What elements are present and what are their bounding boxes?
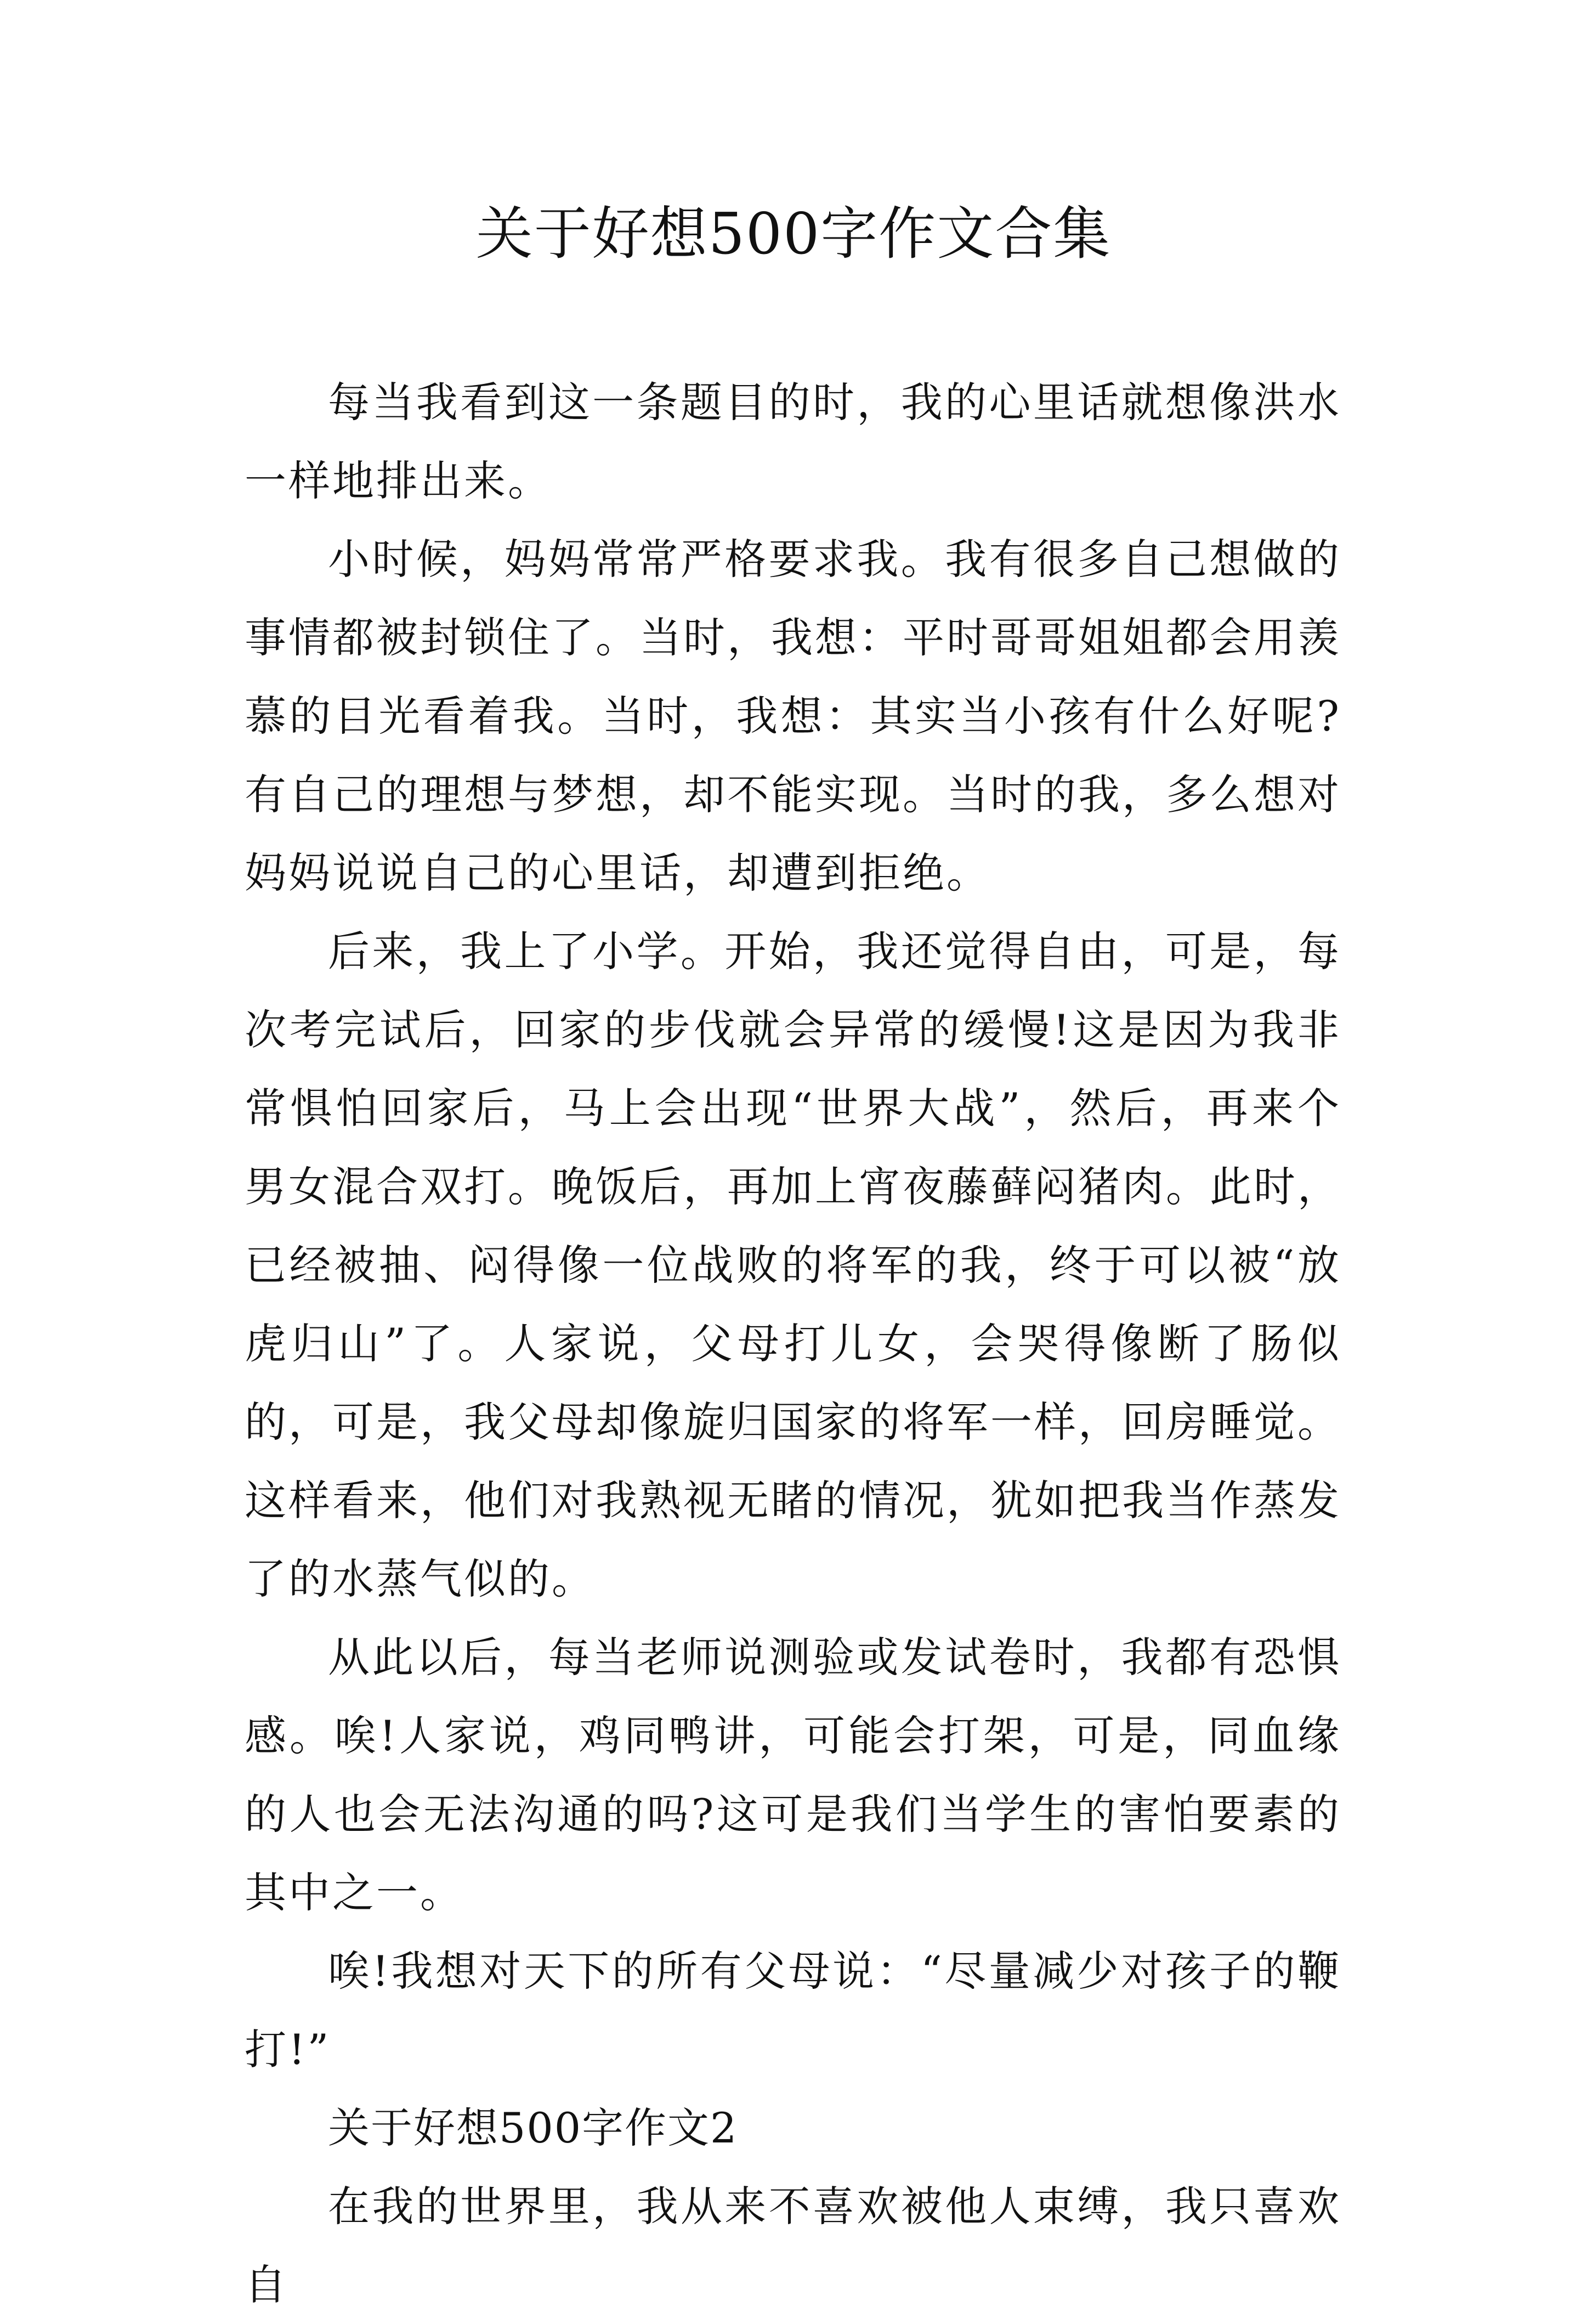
paragraph-1: 每当我看到这一条题目的时，我的心里话就想像洪水一样地排出来。 <box>245 378 1341 505</box>
paragraph-6: 在我的世界里，我从来不喜欢被他人束缚，我只喜欢自 <box>245 2182 1341 2309</box>
paragraph-3: 后来，我上了小学。开始，我还觉得自由，可是，每次考完试后，回家的步伐就会异常的缓慢!这是因为我非常惧怕回家后，马上会出现“世界大战”，然后，再来个男女混合双打。晚饭后，再加上宵夜藤藓闷猪肉。此时，已经被抽、闷得像一位战败的将军的我，终于可以被“放虎归山”了。人家说，父母打儿女，会哭得像断了肠似的，可是，我父母却像旋归国家的将军一样，回房睡觉。这样看来，他们对我熟视无睹的情况，犹如把我当作蒸发了的水蒸气似的。 <box>245 927 1341 1603</box>
paragraph-4: 从此以后，每当老师说测验或发试卷时，我都有恐惧感。唉!人家说，鸡同鸭讲，可能会打架，可是，同血缘的人也会无法沟通的吗?这可是我们当学生的害怕要素的其中之一。 <box>245 1633 1341 1917</box>
paragraph-2: 小时候，妈妈常常严格要求我。我有很多自己想做的事情都被封锁住了。当时，我想：平时哥哥姐姐都会用羡慕的目光看着我。当时，我想：其实当小孩有什么好呢?有自己的理想与梦想，却不能实现。当时的我，多么想对妈妈说说自己的心里话，却遭到拒绝。 <box>245 535 1341 897</box>
section-heading-2: 关于好想500字作文2 <box>328 2104 738 2152</box>
document-body <box>245 363 1341 2324</box>
paragraph-5: 唉!我想对天下的所有父母说：“尽量减少对孩子的鞭打!” <box>245 1947 1341 2074</box>
document-title: 关于好想500字作文合集 <box>475 200 1112 267</box>
